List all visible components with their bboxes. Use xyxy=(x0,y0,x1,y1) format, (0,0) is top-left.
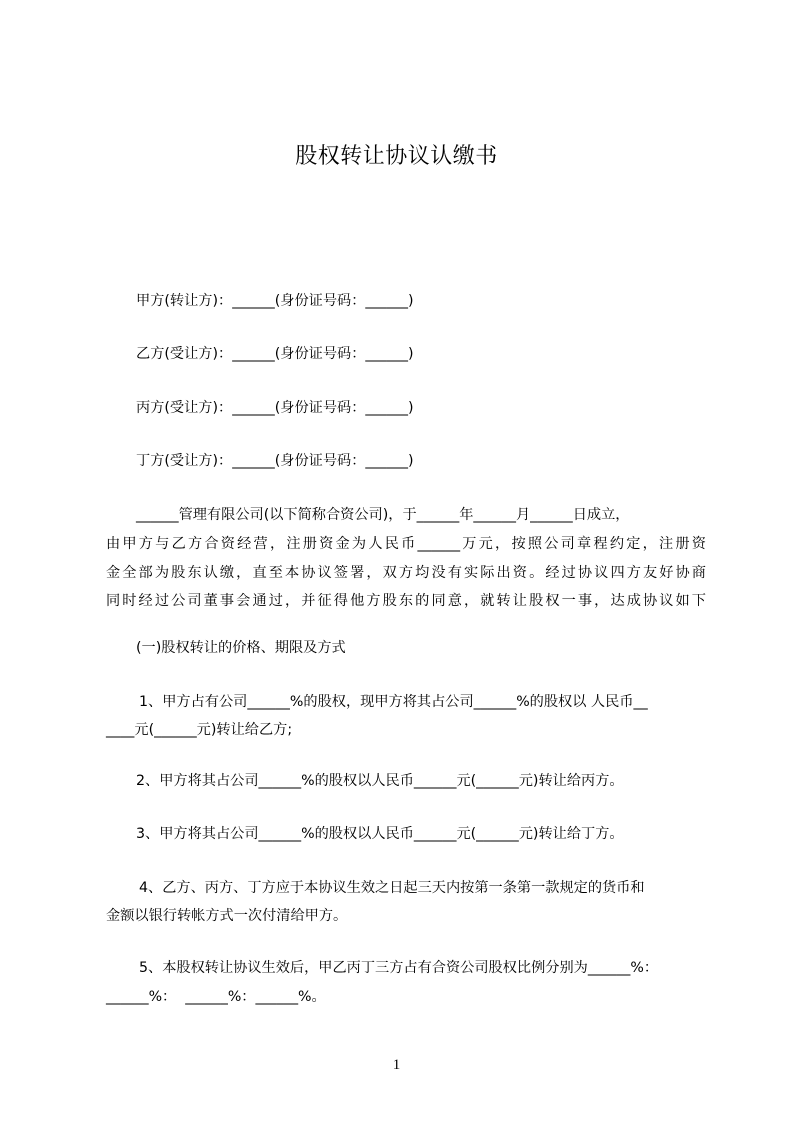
party-d-line: 丁方(受让方)：______(身份证号码：______) xyxy=(136,453,414,469)
party-b-line: 乙方(受让方)：______(身份证号码：______) xyxy=(136,346,414,362)
party-c-line: 丙方(受让方)：______(身份证号码：______) xyxy=(136,400,414,416)
clause-1-line: ____元(______元)转让给乙方; xyxy=(106,722,293,738)
clause-4-line: 4、乙方、丙方、丁方应于本协议生效之日起三天内按第一条第一款规定的货币和 xyxy=(139,880,645,896)
clause-1-line: 1、甲方占有公司______%的股权，现甲方将其占公司______%的股权以 人民币__ xyxy=(139,694,648,710)
section-heading: (一)股权转让的价格、期限及方式 xyxy=(136,640,346,656)
intro-paragraph-line: ______管理有限公司(以下简称合资公司)，于______年______月______日成立， xyxy=(136,507,630,523)
clause-5-line: 5、本股权转让协议生效后，甲乙丙丁三方占有合资公司股权比例分别为______%： xyxy=(139,960,659,976)
intro-paragraph-line: 同时经过公司董事会通过，并征得他方股东的同意，就转让股权一事，达成协议如下 xyxy=(106,593,706,609)
clause-5-line: ______%： ______%：______%。 xyxy=(106,989,326,1005)
document-title: 股权转让协议认缴书 xyxy=(295,144,498,169)
clause-2: 2、甲方将其占公司______%的股权以人民币______元(______元)转让给丙方。 xyxy=(136,773,624,789)
clause-3: 3、甲方将其占公司______%的股权以人民币______元(______元)转让给丁方。 xyxy=(136,826,624,842)
clause-4-line: 金额以银行转帐方式一次付清给甲方。 xyxy=(106,908,348,924)
intro-paragraph-line: 由甲方与乙方合资经营，注册资金为人民币______万元，按照公司章程约定，注册资 xyxy=(106,536,706,552)
page-number: 1 xyxy=(392,1057,401,1073)
party-a-line: 甲方(转让方)：______(身份证号码：______) xyxy=(136,293,414,309)
intro-paragraph-line: 金全部为股东认缴，直至本协议签署，双方均没有实际出资。经过协议四方友好协商 xyxy=(106,565,706,581)
